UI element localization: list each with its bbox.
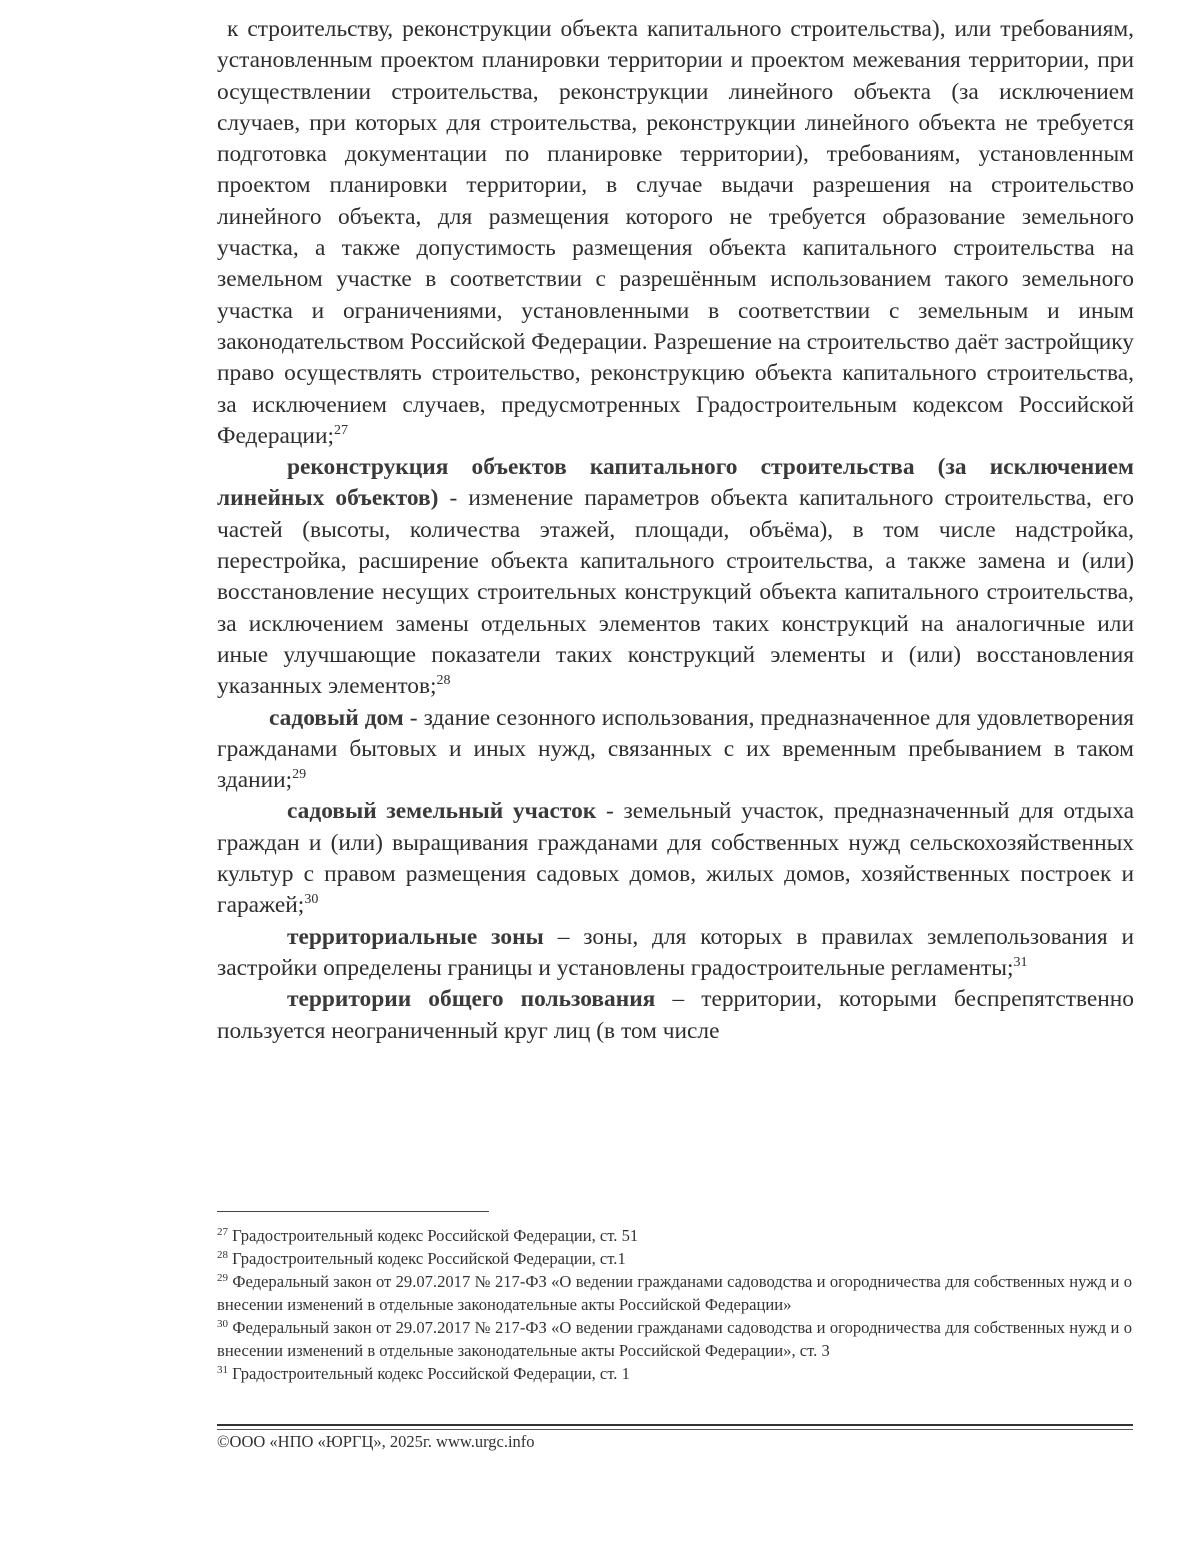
paragraph-text: к строительству, реконструкции объекта капитального строительства), или требованиям, установленным проектом планировки территории и проектом межевания территории, при осуществлении строительства, реконструкции линейного объекта (за исключением случаев, при которых для строительства, реконструкции линейного объекта не требуется подготовка документации по планировке территории), требованиям, установленным проектом планировки территории, в случае выдачи разрешения на строительство линейного объекта, для размещения которого не требуется образование земельного участка, а также допустимость размещения объекта капитального строительства на земельном участке в соответствии с разрешённым использованием такого земельного участка и ограничениями, установленными в соответствии с земельным и иным законодательством Российской Федерации. Разрешение на строительство даёт застройщику право осуществлять строительство, реконструкцию объекта капитального строительства, за исключением случаев, предусмотренных Градостроительным кодексом Российской Федерации; [217, 16, 1134, 449]
footnote-item [217, 1316, 1132, 1362]
footnote-number: 29 [217, 1272, 228, 1284]
footnote-text: Градостроительный кодекс Российской Федерации, ст.1 [228, 1249, 626, 1268]
footnote-item [217, 1362, 1132, 1385]
footnote-number: 28 [217, 1249, 228, 1261]
footnote-ref[interactable]: 27 [333, 422, 348, 438]
footnote-number: 30 [217, 1318, 228, 1330]
footnote-text: Федеральный закон от 29.07.2017 № 217-ФЗ «О ведении гражданами садоводства и огородничества для собственных нужд и о внесении изменений в отдельные законодательные акты Российской Федерации», ст. 3 [217, 1318, 1132, 1360]
term-heading: реконструкция объектов капитального строительства (за исключением линейных объектов) [217, 454, 1134, 512]
paragraph-territorial-zones [217, 922, 1134, 985]
paragraph-text: - изменение параметров объекта капитального строительства, его частей (высоты, количества этажей, площади, объёма), в том числе надстройка, перестройка, расширение объекта капитального строительства, а также замена и (или) восстановление несущих строительных конструкций объекта капитального строительства, за исключением замены отдельных элементов таких конструкций на аналогичные или иные улучшающие показатели таких конструкций элементы и (или) восстановления указанных элементов; [217, 485, 1134, 700]
footnote-text: Градостроительный кодекс Российской Федерации, ст. 1 [228, 1364, 630, 1383]
paragraph-text: - земельный участок, предназначенный для отдыха граждан и (или) выращивания гражданами для собственных нужд сельскохозяйственных культур с правом размещения садовых домов, жилых домов, хозяйственных построек и гаражей; [217, 798, 1135, 919]
page-footer: ©ООО «НПО «ЮРГЦ», 2025г. www.urgc.info [217, 1432, 535, 1451]
paragraph-reconstruction [217, 452, 1134, 702]
footnote-number: 27 [217, 1226, 228, 1238]
footnote-item [217, 1270, 1132, 1316]
main-text [217, 14, 1134, 1047]
page-body [217, 14, 1134, 1047]
footnote-separator [217, 1211, 489, 1212]
footnote-ref[interactable]: 28 [436, 673, 451, 689]
footnote-ref[interactable]: 30 [304, 892, 319, 908]
paragraph-permit-continuation [217, 14, 1134, 452]
footnote-item [217, 1247, 1132, 1270]
term-heading: территории общего пользования [287, 986, 656, 1013]
footnote-item [217, 1224, 1132, 1247]
paragraph-garden-plot [217, 796, 1134, 921]
footer-separator [217, 1424, 1133, 1430]
paragraph-garden-house [217, 703, 1134, 797]
paragraph-text: – территории, которыми беспрепятственно пользуется неограниченный круг лиц (в том числе [217, 986, 1134, 1044]
term-heading: садовый дом [269, 704, 404, 731]
footnote-ref[interactable]: 29 [292, 767, 307, 783]
paragraph-public-territories [217, 984, 1134, 1047]
footnote-text: Градостроительный кодекс Российской Федерации, ст. 51 [228, 1226, 639, 1245]
paragraph-text: – зоны, для которых в правилах землепользования и застройки определены границы и установлены градостроительные регламенты; [217, 923, 1134, 981]
footnote-ref[interactable]: 31 [1013, 954, 1028, 970]
footnote-number: 31 [217, 1364, 228, 1376]
footnotes [217, 1224, 1132, 1385]
footnote-text: Федеральный закон от 29.07.2017 № 217-ФЗ «О ведении гражданами садоводства и огородничества для собственных нужд и о внесении изменений в отдельные законодательные акты Российской Федерации» [217, 1272, 1132, 1314]
paragraph-text: - здание сезонного использования, предназначенное для удовлетворения гражданами бытовых и иных нужд, связанных с их временным пребыванием в таком здании; [217, 704, 1134, 794]
term-heading: территориальные зоны [287, 923, 544, 950]
term-heading: садовый земельный участок [287, 798, 597, 825]
